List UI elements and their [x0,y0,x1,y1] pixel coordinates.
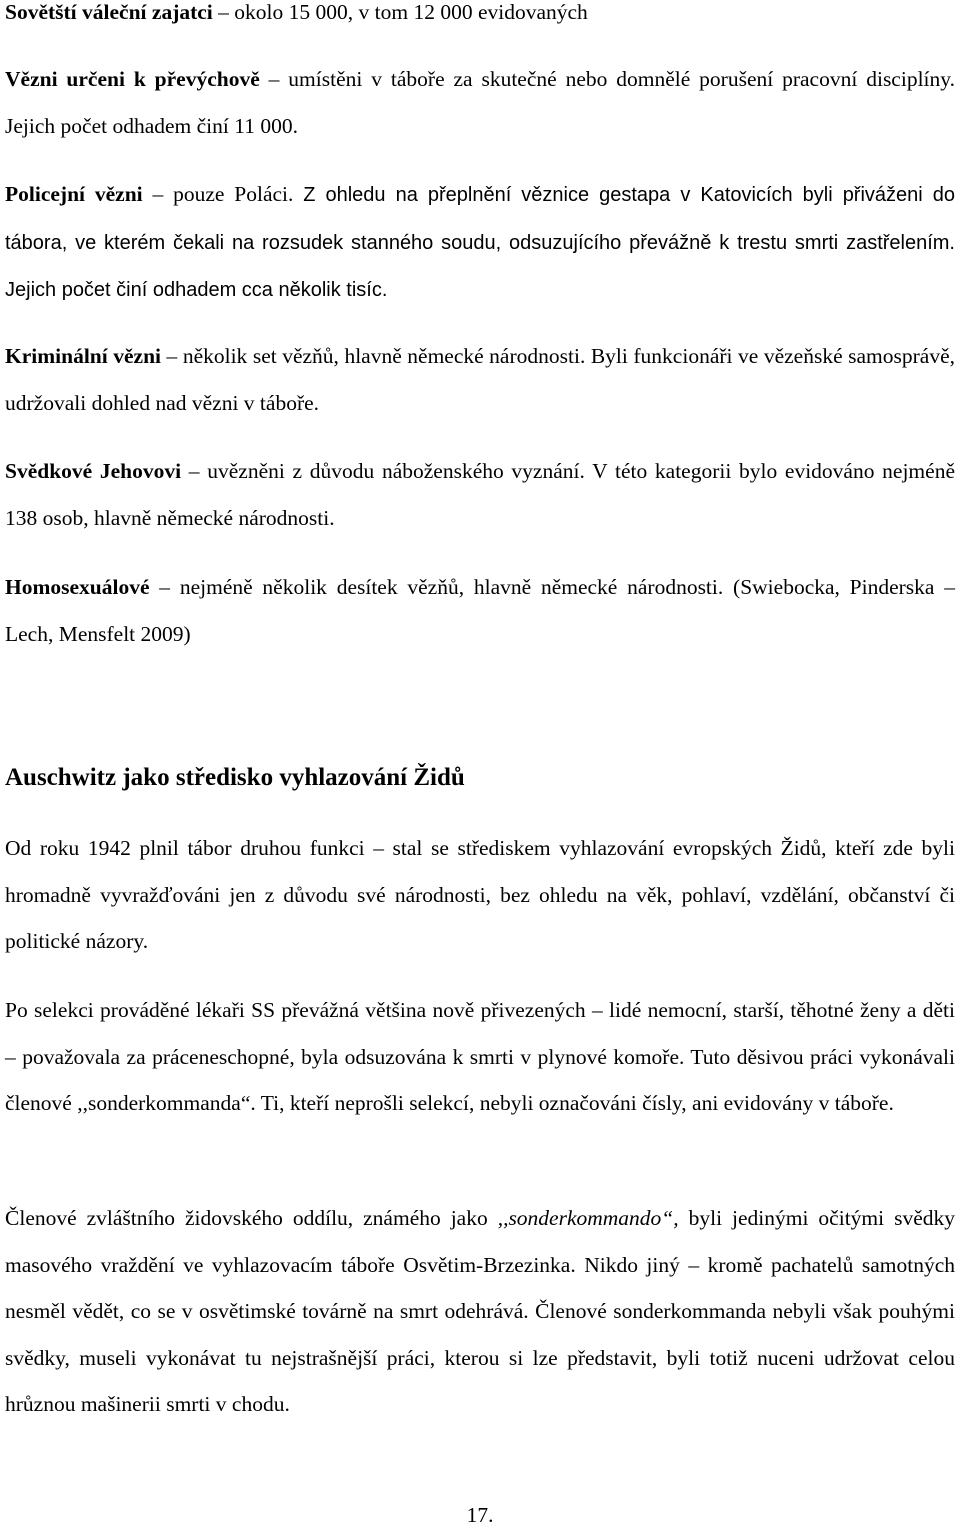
paragraph-police-prisoners [5,171,955,314]
term-reeducation-prisoners: Vězni určeni k převýchově [5,67,260,91]
page-number: 17. [466,1503,494,1527]
term-soviet-pows: Sovětští váleční zajatci [5,0,213,24]
body-paragraph-2: Po selekci prováděné lékaři SS převážná většina nově přivezených – lidé nemocní, starší, těhotné ženy a děti – považovala za práceneschopné, byla odsuzována k smrti v plynové komoře. Tuto děsivou práci vykonávali členové ,,sonderkommanda“. Ti, kteří neprošli selekcí, nebyli označováni čísly, ani evidovány v táboře. [5,998,955,1116]
paragraph-criminal-prisoners [5,333,955,426]
text-soviet-pows: – okolo 15 000, v tom 12 000 evidovaných [212,0,588,24]
document-page [5,0,955,1528]
text-jehovahs-witnesses: – uvězněni z důvodu náboženského vyznání. V této kategorii bylo evidováno nejméně 138 osob, hlavně německé národnosti. [5,459,955,530]
paragraph-homosexuals [5,564,955,657]
body-paragraph-3-start: Členové zvláštního židovského oddílu, známého jako [5,1206,498,1230]
text-police-prisoners-detail: Z ohledu na přeplnění věznice gestapa v Katovicích byli přiváženi do tábora, ve kterém čekali na rozsudek stanného soudu, odsuzujícího převážně k trestu smrti zastřelením. Jejich počet činí odhadem cca několik tisíc. [5,184,956,302]
paragraph-soviet-pows [5,0,955,36]
term-police-prisoners: Policejní vězni [5,182,143,206]
body-paragraph-1: Od roku 1942 plnil tábor druhou funkci – stal se střediskem vyhlazování evropských Židů, kteří zde byli hromadně vyvražďováni jen z důvodu své národnosti, bez ohledu na věk, pohlaví, vzdělání, občanství či politické názory. [5,836,955,954]
body-paragraph-3-rest: byli jedinými očitými svědky masového vraždění ve vyhlazovacím táboře Osvětim-Brzezinka. Nikdo jiný – kromě pachatelů samotných nesměl vědět, co se v osvětimské továrně na smrt odehrává. Členové sonderkommanda nebyli však pouhými svědky, museli vykonávat tu nejstrašnější práci, kterou si lze představit, byli totiž nuceni udržovat celou hrůznou mašinerii smrti v chodu. [5,1206,955,1417]
section-heading: Auschwitz jako středisko vyhlazování Židů [5,764,465,791]
body-paragraph-3 [5,1195,955,1428]
text-reeducation-prisoners: – umístěni v táboře za skutečné nebo domnělé porušení pracovní disciplíny. Jejich počet odhadem činí 11 000. [5,67,955,138]
text-police-prisoners: – pouze Poláci. [142,182,304,206]
text-criminal-prisoners: – několik set vězňů, hlavně německé národnosti. Byli funkcionáři ve vězeňské samosprávě, udržovali dohled nad vězni v táboře. [5,344,955,415]
term-homosexuals: Homosexuálové [5,575,150,599]
paragraph-reeducation-prisoners [5,56,955,149]
paragraph-jehovahs-witnesses [5,448,955,541]
text-homosexuals: – nejméně několik desítek vězňů, hlavně německé národnosti. (Swiebocka, Pinderska – Lech, Mensfelt 2009) [5,575,955,646]
term-criminal-prisoners: Kriminální vězni [5,344,162,368]
term-jehovahs-witnesses: Svědkové Jehovovi [5,459,182,483]
body-paragraph-3-italic: ,,sonderkommando“, [497,1206,679,1230]
